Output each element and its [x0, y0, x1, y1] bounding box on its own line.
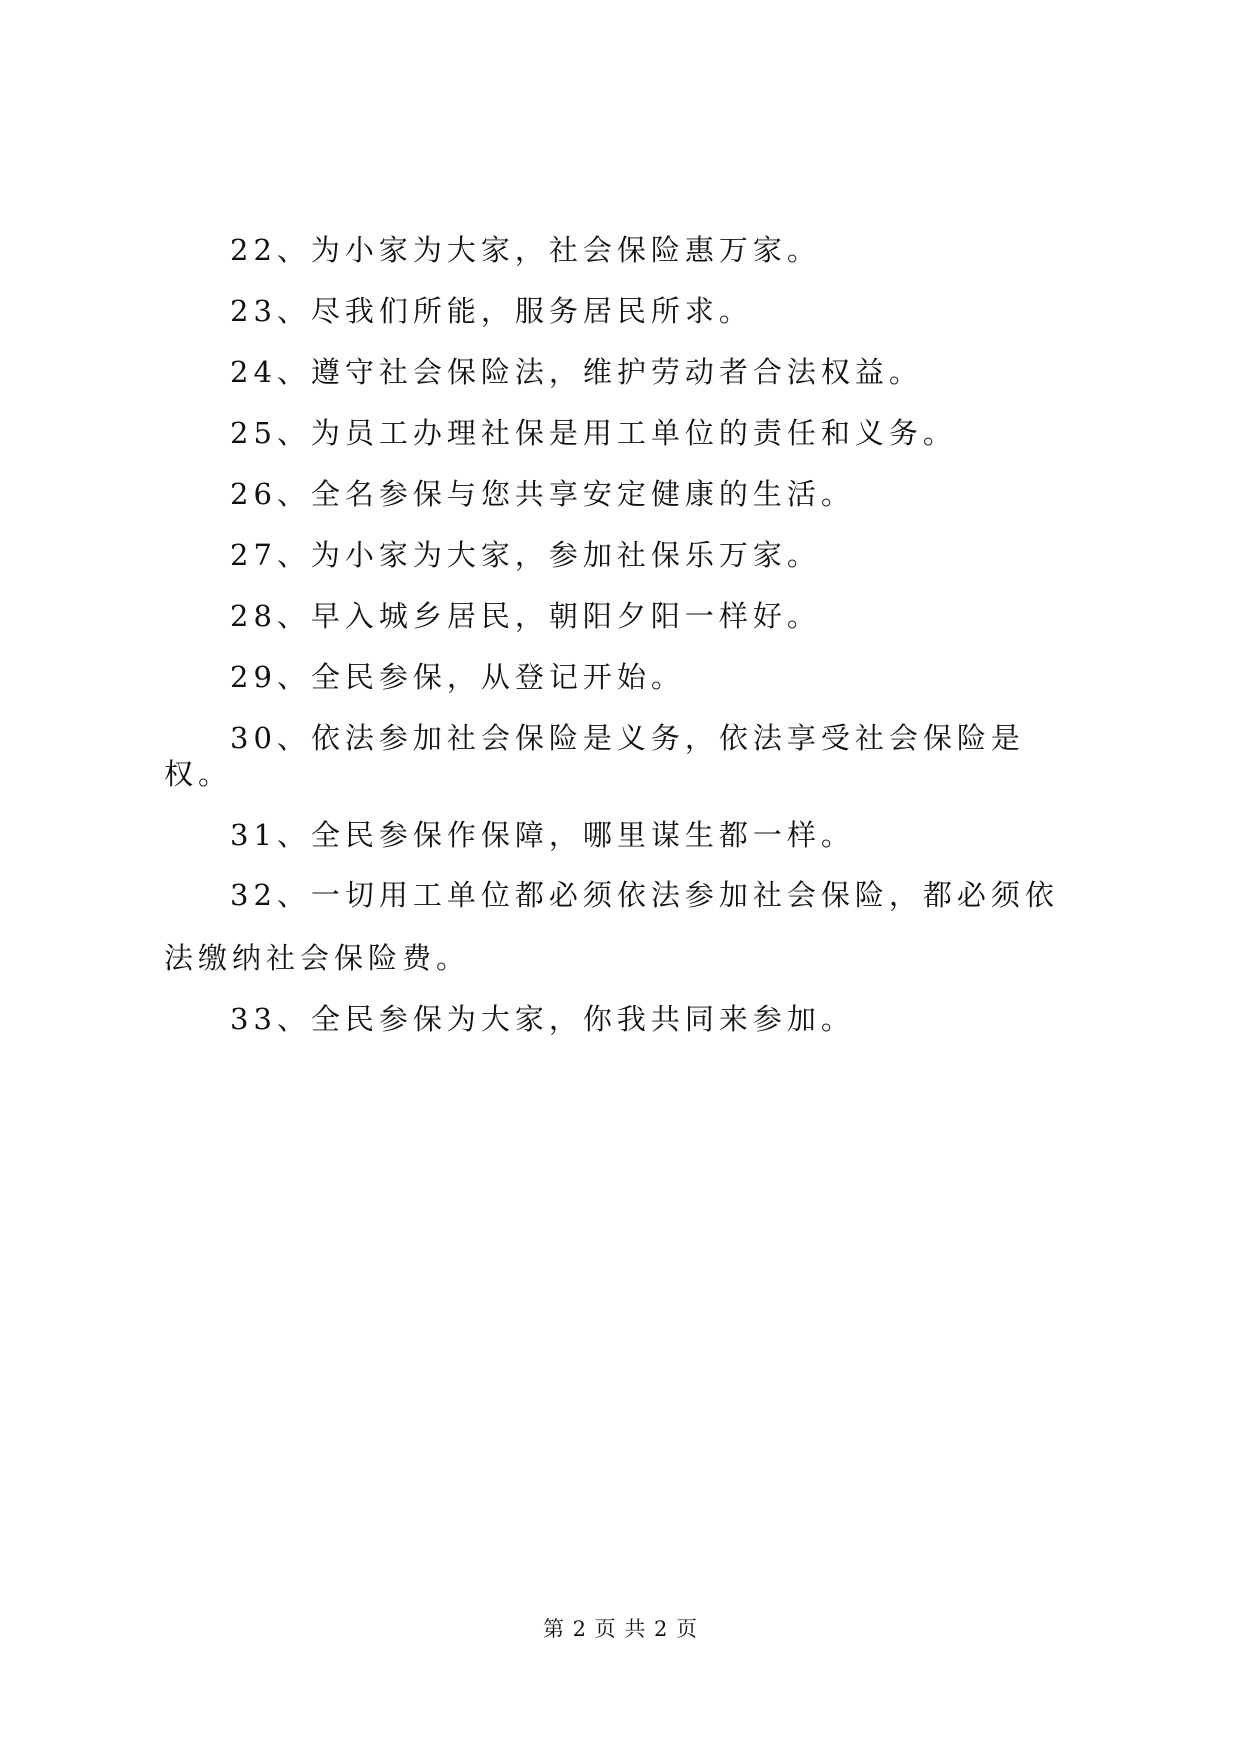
list-item: 26、全名参保与您共享安定健康的生活。: [230, 477, 855, 511]
list-item: 31、全民参保作保障，哪里谋生都一样。: [230, 818, 855, 852]
list-item: 30、依法参加社会保险是义务，依法享受社会保险是权。: [164, 721, 1025, 791]
slogan-list: [164, 232, 1084, 1062]
list-item: 24、遵守社会保险法，维护劳动者合法权益。: [230, 355, 923, 389]
page-footer: 第 2 页 共 2 页: [542, 1617, 699, 1641]
list-item: 23、尽我们所能，服务居民所求。: [230, 294, 753, 328]
list-item: 29、全民参保，从登记开始。: [230, 660, 685, 694]
list-item: 27、为小家为大家，参加社保乐万家。: [230, 538, 821, 572]
list-item: 22、为小家为大家，社会保险惠万家。: [230, 233, 821, 267]
list-item: 25、为员工办理社保是用工单位的责任和义务。: [230, 416, 957, 450]
list-item: 33、全民参保为大家，你我共同来参加。: [230, 1002, 855, 1036]
list-item: 28、早入城乡居民，朝阳夕阳一样好。: [230, 599, 821, 633]
list-item: 32、一切用工单位都必须依法参加社会保险，都必须依法缴纳社会保险费。: [164, 878, 1059, 975]
